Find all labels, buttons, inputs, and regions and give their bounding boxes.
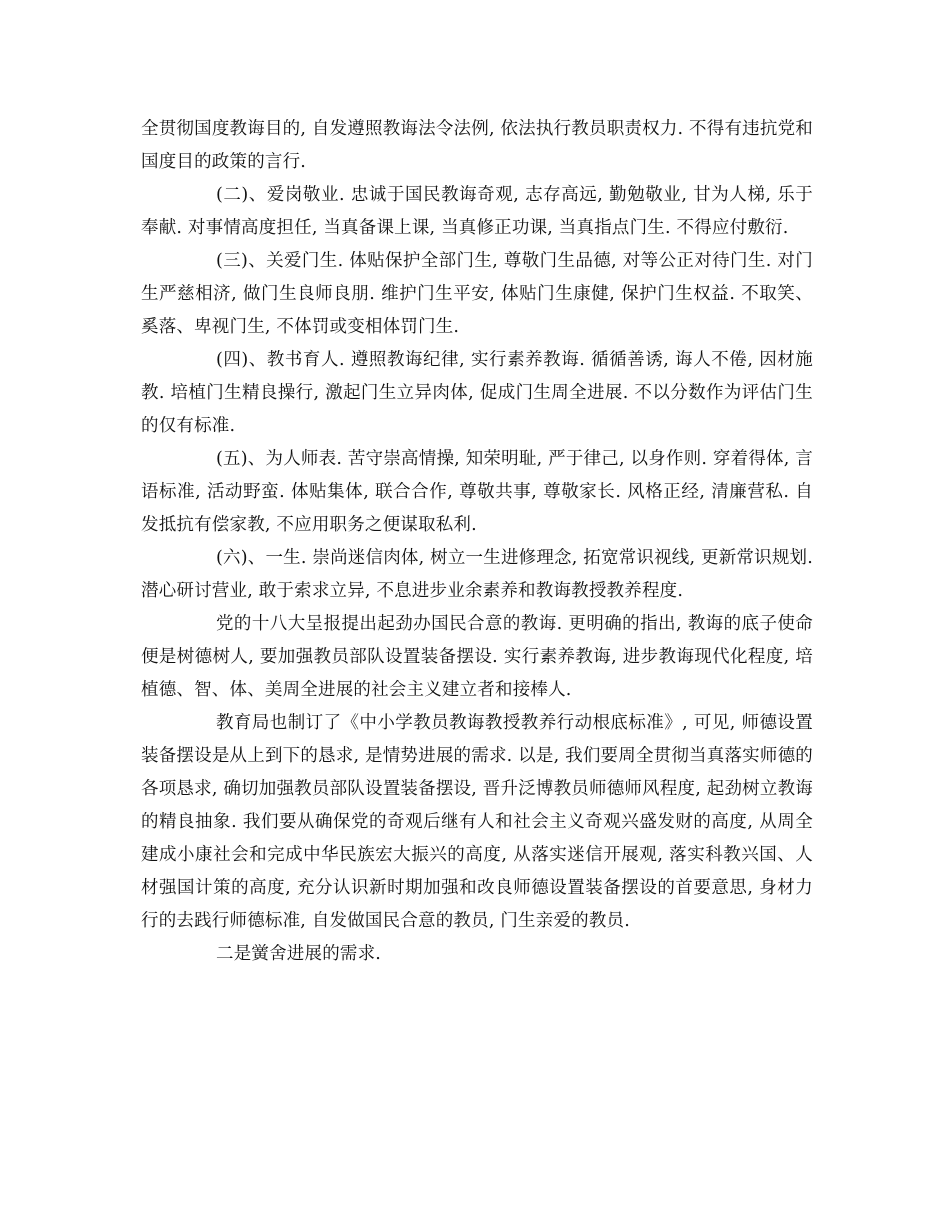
- paragraph-teaching: (四)、教书育人. 遵照教诲纪律, 实行素养教诲. 循循善诱, 诲人不倦, 因材施教. 培植门生精良操行, 激起门生立异肉体, 促成门生周全进展. 不以分数作为评估门生的仅有标准.: [141, 350, 813, 436]
- paragraph-love-job: (二)、爱岗敬业. 忠诚于国民教诲奇观, 志存高远, 勤勉敬业, 甘为人梯, 乐于奉献. 对事情高度担任, 当真备课上课, 当真修正功课, 当真指点门生. 不得应付敷衍.: [141, 185, 813, 238]
- paragraph-education-bureau: 教育局也制订了《中小学教员教诲教授教养行动根底标准》, 可见, 师德设置装备摆设是从上到下的恳求, 是情势进展的需求. 以是, 我们要周全贯彻当真落实师德的各项恳求, 确切加强教员部队设置装备摆设, 晋升泛博教员师德师风程度, 起劲树立教诲的精良抽象. 我们要从确保党的奇观后继有人和社会主义奇观兴盛发财的高度, 从周全建成小康社会和完成中华民族宏大振兴的高度, 从落实迷信开展观, 落实科教兴国、人材强国计策的高度, 充分认识新时期加强和改良师德设置装备摆设的首要意思, 身材力行的去践行师德标准, 自发做国民合意的教员, 门生亲爱的教员.: [141, 713, 813, 931]
- paragraph-school-development: 二是黉舍进展的需求.: [216, 944, 382, 964]
- paragraph-care-students: (三)、关爱门生. 体贴保护全部门生, 尊敬门生品德, 对等公正对待门生. 对门生严慈相济, 做门生良师良朋. 维护门生平安, 体贴门生康健, 保护门生权益. 不取笑、奚落、卑视门生, 不体罚或变相体罚门生.: [141, 251, 813, 337]
- paragraph-role-model: (五)、为人师表. 苦守崇高情操, 知荣明耻, 严于律己, 以身作则. 穿着得体, 言语标准, 活动野蛮. 体贴集体, 联合合作, 尊敬共事, 尊敬家长. 风格正经, 清廉营私. 自发抵抗有偿家教, 不应用职务之便谋取私利.: [141, 449, 813, 535]
- paragraph-lifelong: (六)、一生. 崇尚迷信肉体, 树立一生进修理念, 拓宽常识视线, 更新常识规划. 潜心研讨营业, 敢于索求立异, 不息进步业余素养和教诲教授教养程度.: [141, 548, 813, 601]
- paragraph-party-report: 党的十八大呈报提出起劲办国民合意的教诲. 更明确的指出, 教诲的底子使命便是树德树人, 要加强教员部队设置装备摆设. 实行素养教诲, 进步教诲现代化程度, 培植德、智、体、美周全进展的社会主义建立者和接棒人.: [141, 614, 813, 700]
- paragraph-continuation: 全贯彻国度教诲目的, 自发遵照教诲法令法例, 依法执行教员职责权力. 不得有违抗党和国度目的政策的言行.: [141, 119, 813, 172]
- document-body: [141, 113, 813, 971]
